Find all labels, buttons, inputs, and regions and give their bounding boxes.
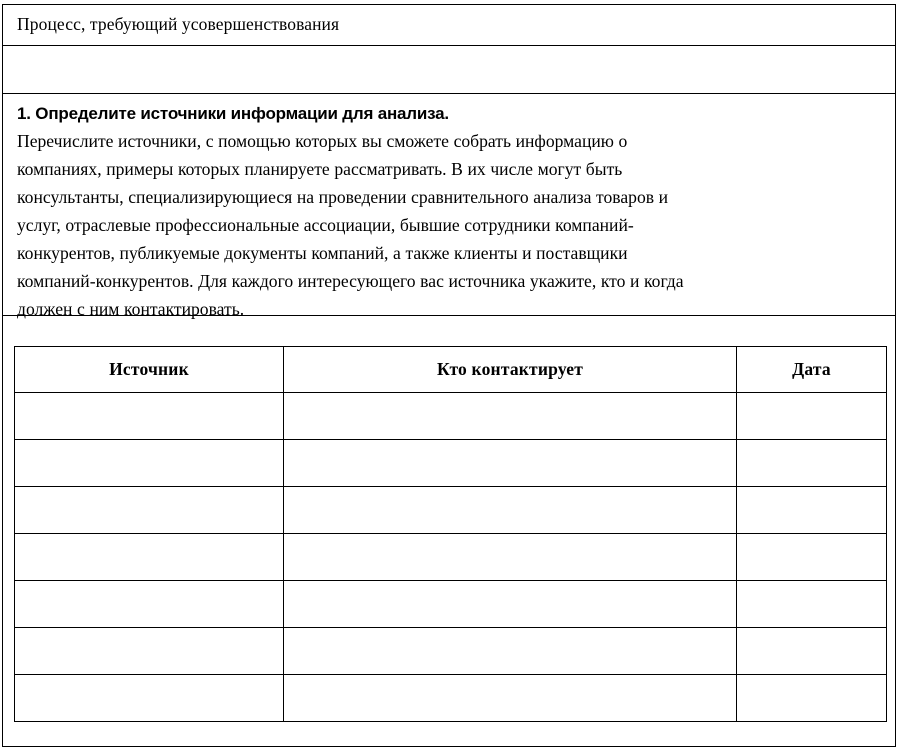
cell-source[interactable]: [15, 581, 284, 628]
cell-contact-person[interactable]: [284, 393, 737, 440]
cell-source[interactable]: [15, 487, 284, 534]
instructions-line: компаний-конкурентов. Для каждого интересующего вас источника укажите, кто и когда: [17, 271, 684, 291]
table-row: [15, 581, 887, 628]
table-header-row: [15, 347, 887, 393]
table-row: [15, 628, 887, 675]
instructions-block: [3, 94, 895, 319]
instructions-line: должен с ним контактировать.: [17, 299, 245, 319]
sources-table: [14, 346, 887, 722]
table-row: [15, 534, 887, 581]
cell-date[interactable]: [737, 628, 887, 675]
column-header-date: Дата: [737, 347, 887, 393]
cell-date[interactable]: [737, 487, 887, 534]
sources-table-section: [3, 316, 895, 746]
table-row: [15, 440, 887, 487]
cell-date[interactable]: [737, 393, 887, 440]
cell-contact-person[interactable]: [284, 581, 737, 628]
sources-table-body: [15, 393, 887, 722]
cell-date[interactable]: [737, 440, 887, 487]
cell-source[interactable]: [15, 628, 284, 675]
cell-date[interactable]: [737, 534, 887, 581]
cell-contact-person[interactable]: [284, 675, 737, 722]
cell-source[interactable]: [15, 440, 284, 487]
cell-source[interactable]: [15, 534, 284, 581]
table-row: [15, 487, 887, 534]
instructions-line: Перечислите источники, с помощью которых вы сможете собрать информацию о: [17, 131, 628, 151]
page-title: Процесс, требующий усовершенствования: [17, 14, 340, 35]
cell-contact-person[interactable]: [284, 628, 737, 675]
cell-source[interactable]: [15, 393, 284, 440]
column-header-source: Источник: [15, 347, 284, 393]
cell-date[interactable]: [737, 581, 887, 628]
cell-date[interactable]: [737, 675, 887, 722]
process-title-row: [3, 5, 895, 46]
worksheet-page: [2, 4, 896, 747]
instructions-line: компаниях, примеры которых планируете рассматривать. В их числе могут быть: [17, 159, 623, 179]
cell-source[interactable]: [15, 675, 284, 722]
cell-contact-person[interactable]: [284, 487, 737, 534]
instructions-line: услуг, отраслевые профессиональные ассоциации, бывшие сотрудники компаний-: [17, 215, 634, 235]
instructions-body: [17, 127, 881, 323]
instructions-line: консультанты, специализирующиеся на проведении сравнительного анализа товаров и: [17, 187, 669, 207]
instructions-line: конкурентов, публикуемые документы компаний, а также клиенты и поставщики: [17, 243, 628, 263]
instructions-heading: 1. Определите источники информации для анализа.: [17, 104, 449, 123]
cell-contact-person[interactable]: [284, 534, 737, 581]
cell-contact-person[interactable]: [284, 440, 737, 487]
table-row: [15, 393, 887, 440]
table-row: [15, 675, 887, 722]
column-header-contact-person: Кто контактирует: [284, 347, 737, 393]
blank-answer-row[interactable]: [3, 46, 895, 94]
